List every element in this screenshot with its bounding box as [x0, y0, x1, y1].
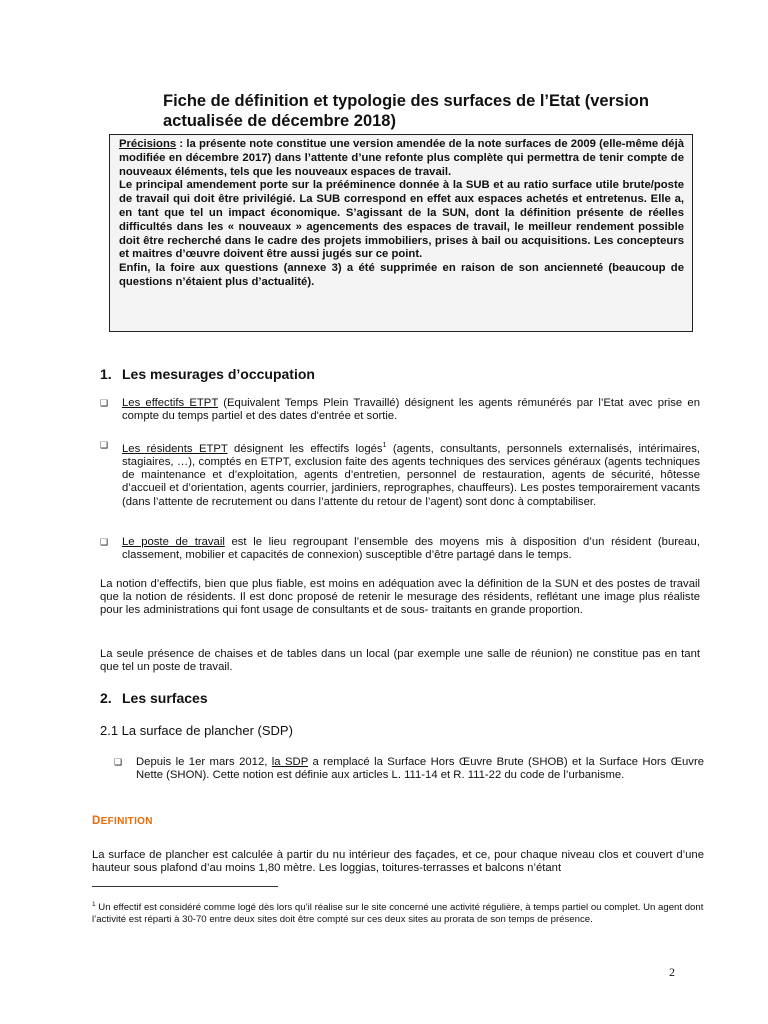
bullet-poste-de-travail: [100, 536, 700, 562]
bullet-sdp: [114, 756, 704, 782]
section-1-number: 1.: [100, 366, 112, 382]
bullet-pre: Depuis le 1er mars 2012,: [136, 756, 272, 768]
section-1-heading: [100, 366, 315, 382]
definition-paragraph: La surface de plancher est calculée à partir du nu intérieur des façades, et ce, pour chaque niveau clos et couvert d’une hauteur sous plafond d’au moins 1,80 mètre. Les loggias, toitures-terrasses et balcons n’étant: [92, 849, 704, 875]
footnote-separator: [92, 886, 278, 887]
checkbox-bullet-icon: ❑: [100, 440, 109, 450]
section-1-title: Les mesurages d’occupation: [122, 366, 315, 382]
bullet-text: (Equivalent Temps Plein Travaillé) désignent les agents rémunérés par l’Etat avec prise en compte du temps partiel et des dates d'entrée et sortie.: [122, 397, 700, 423]
section-2-number: 2.: [100, 690, 112, 706]
bullet-text-continued: (agents, consultants, personnels externalisés, intérimaires, stagiaires, …), comptés en ETPT, exclusion faite des agents techniques des services généraux (agents techniques de maintenance et d’exploitation, agents d’entretien, personnel de restauration, agents de sécurité, hôtesse d’accueil et d’orientation, agents courrier, jardiniers, reprographes, chauffeurs). Les postes temporairement vacants (dans l’attente de recrutement ou dans l’attente du retour de l’agent) sont donc à comptabiliser.: [122, 442, 700, 508]
footnote-text: Un effectif est considéré comme logé dès lors qu’il réalise sur le site concerné une activité régulière, à temps partiel ou complet. Un agent dont l’activité est réparti à 30-70 entre deux sites doit être compté sur ces deux sites au prorata de son temps de présence.: [92, 902, 704, 925]
checkbox-bullet-icon: ❑: [100, 537, 109, 547]
footnote: [92, 899, 704, 926]
footnote-ref: 1: [382, 442, 387, 449]
paragraph-effectifs: La notion d’effectifs, bien que plus fiable, est moins en adéquation avec la définition de la SUN et des postes de travail que la notion de résidents. Il est donc proposé de retenir le mesurage des résidents, reflétant une image plus réaliste pour les administrations qui font usage de consultants et de sous- traitants en grande proportion.: [100, 578, 700, 617]
definition-heading: DEFINITION: [92, 815, 153, 827]
bullet-text: est le lieu regroupant l’ensemble des moyens mis à disposition d’un résident (bureau, classement, mobilier et capacités de connexion) susceptible d’être partagé dans le temps.: [122, 536, 700, 562]
precisions-paragraph-3: Enfin, la foire aux questions (annexe 3) a été supprimée en raison de son ancienneté (beaucoup de questions n’étaient plus d’actualité).: [119, 262, 684, 288]
bullet-term: la SDP: [271, 756, 309, 768]
subsection-2-1-heading: 2.1 La surface de plancher (SDP): [100, 723, 293, 738]
bullet-term: Les résidents ETPT: [122, 442, 228, 455]
section-2-heading: [100, 690, 208, 706]
precisions-paragraph-2: Le principal amendement porte sur la prééminence donnée à la SUB et au ratio surface utile brute/poste de travail qui doit être privilégié. La SUB correspond en effet aux espaces achetés et entretenus. Elle a, en tant que tel un impact économique. S’agissant de la SUN, dont la définition présente de réelles difficultés dans les « nouveaux » agencements des espaces de travail, le meilleur rendement possible doit être recherché dans le cadre des projets immobiliers, prises à bail ou acquisitions. Les concepteurs et maitres d’œuvre doivent être aussi jugés sur ce point.: [119, 179, 684, 261]
bullet-effectifs: [100, 397, 700, 423]
bullet-term: Les effectifs ETPT: [122, 397, 219, 409]
bullet-residents: [100, 439, 700, 509]
checkbox-bullet-icon: ❑: [114, 757, 123, 767]
precisions-box: [109, 134, 693, 332]
precisions-text-1: : la présente note constitue une version amendée de la note surfaces de 2009 (elle-même déjà modifiée en décembre 2017) dans l’attente d’une refonte plus complète qui permettra de tenir compte de nouveaux éléments, tels que les nouveaux espaces de travail.: [119, 138, 684, 178]
paragraph-chaises: La seule présence de chaises et de tables dans un local (par exemple une salle de réunion) ne constitue pas en tant que tel un poste de travail.: [100, 648, 700, 674]
page-title: Fiche de définition et typologie des surfaces de l’Etat (version actualisée de décembre 2018): [163, 92, 649, 130]
bullet-text: désignent les effectifs logés: [227, 442, 383, 455]
precisions-label: Précisions: [119, 138, 177, 150]
page-number: 2: [669, 965, 675, 979]
checkbox-bullet-icon: ❑: [100, 398, 109, 408]
bullet-text: a remplacé la Surface Hors Œuvre Brute (SHOB) et la Surface Hors Œuvre Nette (SHON). Cette notion est définie aux articles L. 111-14 et R. 111-22 du code de l’urbanisme.: [136, 756, 704, 782]
precisions-paragraph-1: [119, 138, 684, 179]
section-2-title: Les surfaces: [122, 690, 208, 706]
footnote-mark: 1: [92, 901, 96, 908]
bullet-term: Le poste de travail: [122, 536, 225, 548]
